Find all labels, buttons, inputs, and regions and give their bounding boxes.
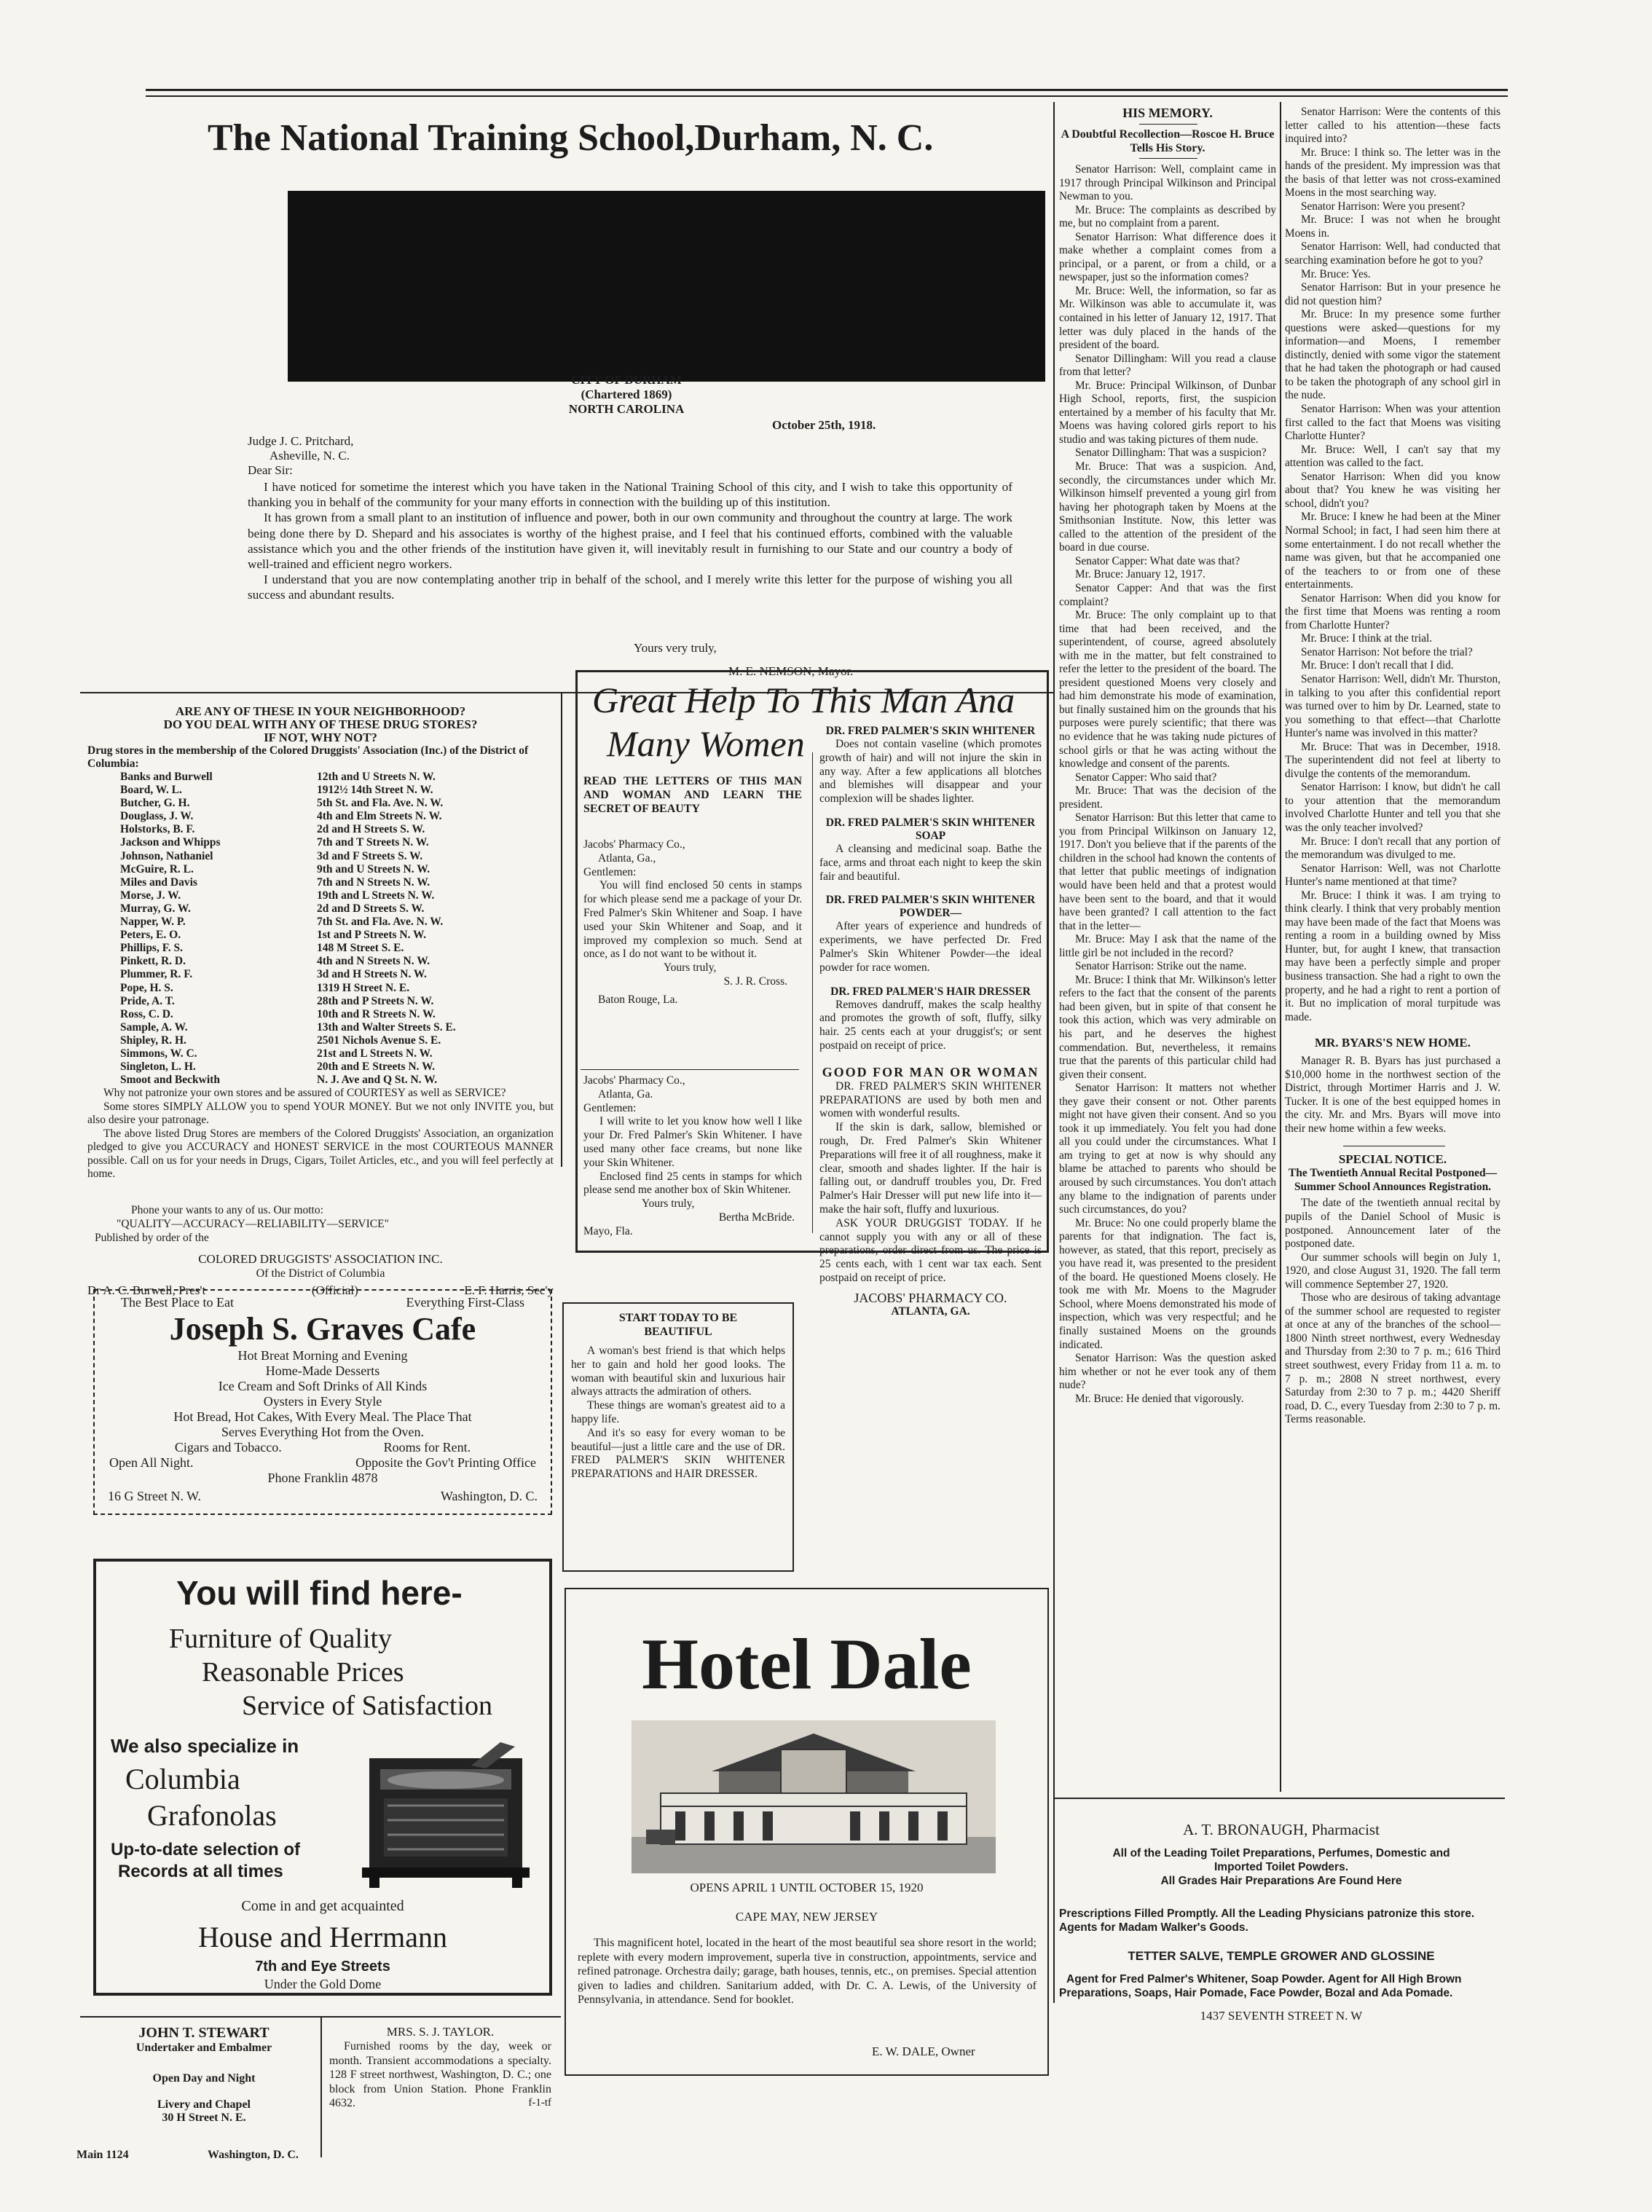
- drug-store-row: [120, 968, 554, 981]
- bronaugh-line: All Grades Hair Preparations Are Found Here: [1160, 1875, 1402, 1887]
- stewart-city: Washington, D. C.: [208, 2149, 299, 2161]
- stewart-title: Undertaker and Embalmer: [135, 2042, 272, 2054]
- drug-store-address: 19th and L Streets N. W.: [317, 889, 435, 902]
- article-column-2: [1285, 106, 1500, 1024]
- drug-store-row: [120, 823, 554, 836]
- palmer-company: JACOBS' PHARMACY CO.: [854, 1290, 1007, 1305]
- start-paragraph: And it's so easy for every woman to be beautiful—just a little care and the use of DR. FRED PALMER'S SKIN WHITENER PREPARATIONS and HAIR DRESSER.: [571, 1426, 785, 1481]
- drug-store-address: 12th and U Streets N. W.: [317, 771, 436, 783]
- graves-line: Cigars and Tobacco.: [174, 1440, 282, 1455]
- hotel-opens: OPENS APRIL 1 UNTIL OCTOBER 15, 1920: [690, 1881, 924, 1894]
- product-heading: GOOD FOR MAN OR WOMAN: [822, 1064, 1039, 1079]
- title-rule: [1139, 158, 1197, 159]
- drug-store-address: 2d and H Streets S. W.: [317, 823, 425, 836]
- testimony-paragraph: Senator Harrison: Not before the trial?: [1301, 645, 1473, 658]
- drug-store-row: [120, 810, 554, 823]
- drug-store-row: [120, 1008, 554, 1021]
- addressee-line: Judge J. C. Pritchard,: [248, 434, 354, 448]
- letter-body: [248, 479, 1012, 603]
- his-memory-article: [1059, 106, 1276, 1406]
- drug-store-name: Simmons, W. C.: [120, 1047, 197, 1060]
- drug-store-row: [120, 771, 554, 784]
- testimony-paragraph: Senator Harrison: Were you present?: [1301, 200, 1466, 213]
- column-divider: [320, 2018, 322, 2157]
- testimony-paragraph: Mr. Bruce: I knew he had been at the Miner Normal School; in fact, I had seen him there at some entertainment. I do not recall whether the name was given, but that he accompanied one of the teachers to or from one of these entertainments.: [1285, 511, 1500, 591]
- testimony-paragraph: Mr. Bruce: I don't recall that any portion of the memorandum was divulged to me.: [1285, 835, 1500, 862]
- drug-paragraph: The above listed Drug Stores are members of the Colored Druggists' Association, an organization pledged to give you ACCURACY and HONEST SERVICE in the most COURTEOUS MANNER possible. Call on us for your needs in Drugs, Cigars, Toilet Articles, etc., and you will feel perfectly at home.: [87, 1127, 554, 1181]
- drug-store-address: 20th and E Streets N. W.: [317, 1060, 436, 1074]
- byars-title: MR. BYARS'S NEW HOME.: [1315, 1036, 1471, 1050]
- drug-paragraph: Why not patronize your own stores and be assured of COURTESY as well as SERVICE?: [103, 1087, 506, 1100]
- drug-store-row: [120, 995, 554, 1008]
- herrmann-grafonolas: Grafonolas: [147, 1799, 277, 1832]
- graves-tagline: The Best Place to Eat: [121, 1295, 234, 1310]
- drug-store-name: Pope, H. S.: [120, 981, 173, 994]
- stewart-livery: Livery and Chapel: [157, 2098, 251, 2111]
- testimony-paragraph: Mr. Bruce: I think so. The letter was in the hands of the president. My impression was that the basis of that letter was not cross-examined Moens in the most searching way.: [1285, 146, 1500, 200]
- graves-city: Washington, D. C.: [440, 1489, 538, 1503]
- bronaugh-line: Prescriptions Filled Promptly. All the Leading Physicians patronize this store. Agents for Madam Walker's Goods.: [1059, 1908, 1475, 1934]
- palmer-read: READ THE LETTERS OF THIS MAN AND WOMAN AND LEARN THE SECRET OF BEAUTY: [583, 775, 802, 815]
- byars-text: Manager R. B. Byars has just purchased a $10,000 home in the northwest section of the District, through Mortimer Harris and J. W. Tucker. It is one of the best equipped homes in the city. Mr. and Mrs. Byars will move into their new home within a few weeks.: [1285, 1055, 1500, 1135]
- drug-phone: Phone your wants to any of us. Our motto:: [131, 1203, 323, 1216]
- drug-store-name: Ross, C. D.: [120, 1007, 173, 1020]
- herrmann-street: 7th and Eye Streets: [255, 1959, 390, 1975]
- masthead-photo-block: [288, 191, 1045, 382]
- herrmann-line: Furniture of Quality: [169, 1623, 393, 1654]
- drug-store-address: 21st and L Streets N. W.: [317, 1047, 433, 1060]
- testimony-paragraph: Senator Dillingham: Will you read a clause from that letter?: [1059, 352, 1276, 379]
- salutation: Dear Sir:: [248, 463, 293, 477]
- letterhead: [466, 373, 787, 417]
- drug-store-row: [120, 1047, 554, 1060]
- drug-store-row: [120, 1021, 554, 1034]
- palmer-title: Great Help To This Man Ana: [592, 680, 1015, 720]
- drug-heading: DO YOU DEAL WITH ANY OF THESE DRUG STORES?: [163, 717, 478, 731]
- palmer-city: ATLANTA, GA.: [891, 1304, 970, 1318]
- testimony-paragraph: Mr. Bruce: May I ask that the name of the little girl be not included in the record?: [1059, 933, 1276, 959]
- graves-address: 16 G Street N. W.: [108, 1489, 201, 1503]
- palmer-letter-2: [583, 1074, 802, 1239]
- drug-store-address: 28th and P Streets N. W.: [317, 994, 434, 1007]
- testimony-paragraph: Mr. Bruce: That was in December, 1918. The superintendent did not feel at liberty to divulge the contents of the memorandum.: [1285, 740, 1500, 780]
- graves-line: Ice Cream and Soft Drinks of All Kinds: [218, 1379, 428, 1393]
- drug-store-name: Sample, A. W.: [120, 1020, 188, 1034]
- drug-store-address: 4th and N Streets N. W.: [317, 955, 430, 968]
- letter-paragraph: I have noticed for sometime the interest which you have taken in the National Training School of this city, and I wish to take this opportunity of thanking you in behalf of the community for your many efforts in connection with the building up of this institution.: [248, 480, 1012, 510]
- letter-line: Jacobs' Pharmacy Co.,: [583, 838, 685, 851]
- drug-text: [87, 1087, 554, 1181]
- drug-of-dc: Of the District of Columbia: [256, 1267, 385, 1280]
- letter-address: [248, 434, 539, 478]
- graves-top: [95, 1291, 551, 1310]
- testimony-paragraph: Senator Capper: And that was the first complaint?: [1059, 581, 1276, 608]
- product-heading: DR. FRED PALMER'S SKIN WHITENER SOAP: [825, 816, 1036, 842]
- notice-text: [1285, 1197, 1500, 1426]
- drug-store-row: [120, 863, 554, 876]
- testimony-paragraph: Senator Capper: Who said that?: [1075, 771, 1217, 784]
- graves-line: Serves Everything Hot from the Oven.: [221, 1425, 424, 1439]
- drug-store-name: Singleton, L. H.: [120, 1060, 196, 1074]
- grafonola-illustration: [355, 1736, 537, 1889]
- drug-store-name: Murray, G. W.: [120, 902, 191, 915]
- letter-signature: M. E. NEMSON, Mayor.: [728, 664, 854, 678]
- article-title: HIS MEMORY.: [1122, 106, 1213, 120]
- herrmann-line: Reasonable Prices: [202, 1657, 404, 1688]
- addressee-line: Asheville, N. C.: [270, 449, 350, 463]
- graves-line: Oysters in Every Style: [263, 1394, 382, 1409]
- testimony-paragraph: Senator Harrison: What difference does it make whether a complaint comes from a principal, or a parent, or from a child, or a newspaper, just so the information comes?: [1059, 230, 1276, 284]
- herrmann-invite: Come in and get acquainted: [241, 1898, 404, 1914]
- graves-line: Opposite the Gov't Printing Office: [355, 1455, 536, 1470]
- testimony-paragraph: Mr. Bruce: The complaints as described by me, but no complaint from a parent.: [1059, 203, 1276, 230]
- graves-line: Rooms for Rent.: [383, 1440, 471, 1455]
- drug-store-name: Banks and Burwell: [120, 771, 213, 783]
- article-subtitle: A Doubtful Recollection—Roscoe H. Bruce Tells His Story.: [1061, 128, 1275, 154]
- drug-store-address: 2d and D Streets S. W.: [317, 902, 425, 915]
- letter-line: S. J. R. Cross.: [723, 975, 787, 988]
- drug-store-name: Peters, E. O.: [120, 929, 181, 942]
- palmer-rule: [581, 1069, 799, 1070]
- drug-store-name: Shipley, R. H.: [120, 1034, 186, 1047]
- drug-store-address: 5th St. and Fla. Ave. N. W.: [317, 797, 444, 810]
- herrmann-dome: Under the Gold Dome: [264, 1977, 382, 1991]
- start-paragraph: A woman's best friend is that which helps her to gain and hold her good looks. The woman with beautiful skin and luxurious hair always attracts the admiration of others.: [571, 1345, 785, 1398]
- start-heading: START TODAY TO BE BEAUTIFUL: [618, 1312, 738, 1338]
- drug-store-address: 1st and P Streets N. W.: [317, 929, 426, 942]
- graves-line: Hot Breat Morning and Evening: [237, 1348, 408, 1363]
- column-divider: [1053, 102, 1055, 2003]
- masthead-title: The National Training School,Durham, N. C.: [208, 117, 934, 159]
- graves-name: Joseph S. Graves Cafe: [169, 1311, 476, 1347]
- drug-store-row: [120, 1060, 554, 1074]
- drug-store-name: Jackson and Whipps: [120, 836, 221, 849]
- drug-store-name: Morse, J. W.: [120, 889, 181, 902]
- testimony-paragraph: Senator Harrison: Strike out the name.: [1075, 960, 1247, 973]
- testimony-paragraph: Mr. Bruce: I think that Mr. Wilkinson's letter refers to the fact that the consent of the parents had been given, but in spite of that consent he took this action, which was very admirable on his part, and he deserves the highest commendation. But, nevertheless, it remains true that the parents of this particular child had given their consent.: [1059, 973, 1276, 1081]
- drug-store-address: 4th and Elm Streets N. W.: [317, 810, 442, 823]
- hotel-owner: E. W. DALE, Owner: [872, 2044, 975, 2058]
- drug-store-address: 7th and N Streets N. W.: [317, 875, 430, 889]
- drug-motto: "QUALITY—ACCURACY—RELIABILITY—SERVICE": [117, 1217, 389, 1230]
- product-text: If the skin is dark, sallow, blemished or rough, Dr. Fred Palmer's Skin Whitener Preparations will free it of all roughness, make it clear, smooth and shades lighter. If the hair is falling out, or dandruff troubles you, Dr. Fred Palmer's Hair Dresser will put new life into it—make the hair soft, fluffy and luxurious.: [819, 1121, 1042, 1216]
- drug-store-row: [120, 836, 554, 849]
- top-rule: [146, 89, 1508, 91]
- drug-store-row: [120, 784, 554, 797]
- herrmann-records-line: Up-to-date selection of: [111, 1840, 301, 1859]
- column-divider: [1280, 102, 1281, 1792]
- stewart-phone: Main 1124: [76, 2149, 129, 2161]
- testimony-paragraph: Mr. Bruce: No one could properly blame the parents for that indignation. The fact is, however, as stated, that this report, precisely as you have read it, was presented to the president of the board. He questioned Moens closely. He took me with Mr. Moens to the Magruder School, where Moens demonstrated his mode of inspection, which was very respectful; and he finally sustained Moens on the grounds indicated.: [1059, 1216, 1276, 1351]
- product-heading: DR. FRED PALMER'S SKIN WHITENER: [825, 725, 1036, 737]
- letter-line: Baton Rouge, La.: [598, 993, 678, 1006]
- herrmann-specialize: We also specialize in: [111, 1735, 299, 1757]
- stewart-ad: [95, 2025, 313, 2125]
- drug-store-row: [120, 902, 554, 916]
- graves-row: [95, 1455, 551, 1471]
- letter-line: Yours truly,: [664, 961, 717, 975]
- product-text: Does not contain vaseline (which promotes growth of hair) and will not injure the skin in any way. After a few applications all blotches and blemishes will disappear and your complexion will be shades lighter.: [819, 738, 1042, 806]
- drug-store-address: 3d and F Streets S. W.: [317, 849, 423, 862]
- top-rule-thin: [146, 95, 1508, 97]
- drug-paragraph: Some stores SIMPLY ALLOW you to spend YOUR MONEY. But we not only INVITE you, but also desire your patronage.: [87, 1100, 554, 1127]
- letter-line: Jacobs' Pharmacy Co.,: [583, 1074, 685, 1087]
- column-divider: [561, 693, 562, 1167]
- graves-line: Hot Bread, Hot Cakes, With Every Meal. The Place That: [173, 1409, 472, 1424]
- drug-store-name: Plummer, R. F.: [120, 968, 193, 981]
- herrmann-ad: [93, 1559, 552, 1996]
- testimony-paragraph: Mr. Bruce: That was the decision of the president.: [1059, 784, 1276, 811]
- drug-store-row: [120, 1034, 554, 1047]
- drug-store-row: [120, 955, 554, 968]
- drug-association: COLORED DRUGGISTS' ASSOCIATION INC.: [198, 1251, 443, 1266]
- bronaugh-address: 1437 SEVENTH STREET N. W: [1200, 2009, 1363, 2023]
- bronaugh-line: All of the Leading Toilet Preparations, Perfumes, Domestic and Imported Toilet Powders.: [1112, 1847, 1450, 1873]
- section-rule: [1053, 1798, 1505, 1799]
- testimony-paragraph: Senator Capper: What date was that?: [1075, 554, 1240, 567]
- letter-line: Gentlemen:: [583, 865, 637, 878]
- drug-store-name: Douglass, J. W.: [120, 810, 194, 823]
- article-column-1: [1059, 163, 1276, 1406]
- graves-cafe-ad: [93, 1289, 552, 1515]
- drug-store-row: [120, 1074, 554, 1087]
- hotel-dale-ad: [565, 1588, 1049, 2076]
- stewart-name: JOHN T. STEWART: [138, 2025, 270, 2041]
- drug-store-name: Pinkett, R. D.: [120, 955, 186, 968]
- stewart-open: Open Day and Night: [152, 2072, 256, 2085]
- drug-heading: IF NOT, WHY NOT?: [264, 731, 377, 744]
- drug-intro: Drug stores in the membership of the Colored Druggists' Association (Inc.) of the District of Columbia:: [87, 744, 529, 770]
- drug-list: [87, 771, 554, 1087]
- testimony-paragraph: Senator Harrison: Well, complaint came in 1917 through Principal Wilkinson and Principal Newman to you.: [1059, 163, 1276, 203]
- hotel-place: CAPE MAY, NEW JERSEY: [735, 1910, 878, 1924]
- drug-store-name: Holstorks, B. F.: [120, 823, 195, 836]
- product-heading: DR. FRED PALMER'S SKIN WHITENER POWDER—: [825, 894, 1036, 920]
- drug-store-row: [120, 929, 554, 942]
- drug-store-name: Smoot and Beckwith: [120, 1074, 220, 1087]
- drug-store-row: [120, 797, 554, 810]
- herrmann-headline: You will find here-: [176, 1574, 463, 1612]
- drug-store-address: 10th and R Streets N. W.: [317, 1007, 436, 1020]
- product-text: DR. FRED PALMER'S SKIN WHITENER PREPARATIONS are used by both men and women with wonderful results.: [819, 1079, 1042, 1120]
- testimony-paragraph: Mr. Bruce: I was not when he brought Moens in.: [1285, 213, 1500, 240]
- testimony-paragraph: Mr. Bruce: I don't recall that I did.: [1301, 659, 1454, 672]
- herrmann-name: House and Herrmann: [197, 1921, 448, 1953]
- testimony-paragraph: Mr. Bruce: Well, I can't say that my attention was called to the fact.: [1285, 443, 1500, 470]
- drug-president: Dr A. C. Burwell, Pres't: [87, 1283, 206, 1297]
- testimony-paragraph: Senator Harrison: But in your presence he did not question him?: [1285, 281, 1500, 307]
- testimony-paragraph: Mr. Bruce: January 12, 1917.: [1075, 568, 1205, 581]
- letterhead-city: CITY OF DURHAM: [571, 373, 682, 387]
- herrmann-records-line: Records at all times: [118, 1862, 283, 1881]
- letter-paragraph: Enclosed find 25 cents in stamps for which please send me another box of Skin Whitener.: [583, 1170, 802, 1197]
- drug-store-name: Phillips, F. S.: [120, 942, 184, 955]
- letterhead-state: NORTH CAROLINA: [568, 402, 685, 416]
- testimony-paragraph: Senator Harrison: Well, had conducted that searching examination before he got to you?: [1285, 240, 1500, 267]
- graves-address-row: [95, 1486, 551, 1504]
- drug-store-address: 2501 Nichols Avenue S. E.: [317, 1034, 441, 1047]
- letter-line: Bertha McBride.: [718, 1211, 795, 1224]
- testimony-paragraph: Mr. Bruce: Well, the information, so far as Mr. Wilkinson was able to accumulate it, was contained in his letter of January 12, 1917. That letter was duly placed in the hands of the president of the board.: [1059, 284, 1276, 352]
- drug-official: (Official): [311, 1283, 358, 1297]
- drug-store-name: Pride, A. T.: [120, 994, 175, 1007]
- start-today-box: [562, 1302, 794, 1572]
- drug-store-address: 3d and H Streets N. W.: [317, 968, 427, 981]
- palmer-divider: [812, 752, 813, 1233]
- testimony-paragraph: Senator Harrison: Was the question asked him whether or not he ever took any of them nude?: [1059, 1352, 1276, 1392]
- graves-line: Home-Made Desserts: [265, 1363, 380, 1378]
- testimony-paragraph: Mr. Bruce: He denied that vigorously.: [1075, 1392, 1244, 1405]
- hotel-photo: [632, 1720, 996, 1873]
- bronaugh-ad: [1059, 1821, 1503, 2023]
- drug-store-name: Butcher, G. H.: [120, 797, 190, 810]
- testimony-paragraph: Senator Harrison: Well, didn't Mr. Thurston, in talking to you after this confidential report was turned over to him by Dr. Learned, state to you something to that effect—that Charlotte Hunter's name was involved in this matter?: [1285, 672, 1500, 740]
- testimony-paragraph: Mr. Bruce: I think at the trial.: [1301, 632, 1433, 645]
- testimony-paragraph: Senator Harrison: Well, was not Charlotte Hunter's name mentioned at that time?: [1285, 862, 1500, 889]
- graves-line: Open All Night.: [109, 1455, 194, 1470]
- product-heading: DR. FRED PALMER'S HAIR DRESSER: [830, 985, 1031, 998]
- graves-phone: Phone Franklin 4878: [267, 1471, 378, 1485]
- palmer-letter-1: [583, 838, 802, 1007]
- letter-paragraph: I understand that you are now contemplating another trip in behalf of the school, and I merely write this letter for the purpose of wishing you all success and abundant results.: [248, 572, 1012, 602]
- letter-closing: Yours very truly,: [634, 641, 717, 655]
- graves-lines: [95, 1348, 551, 1486]
- drug-stores-ad: [87, 705, 554, 1298]
- product-text: A cleansing and medicinal soap. Bathe the face, arms and throat each night to keep the skin fair and beautiful.: [819, 842, 1042, 883]
- hotel-description: This magnificent hotel, located in the heart of the most beautiful sea shore resort in the world; replete with every modern improvement, superla tive in construction, appointments, service and refined patronage. Orchestra daily; garage, bath houses, tennis, etc., on premises. Special attention given to ladies and children. Sanitarium added, with Dr. C. A. Lewis, of the University of Pennsylvania, in attendance. Send for booklet.: [578, 1937, 1037, 2006]
- drug-store-row: [120, 889, 554, 902]
- title-rule: [1139, 124, 1197, 125]
- drug-store-address: 7th St. and Fla. Ave. N. W.: [317, 916, 444, 929]
- drug-store-row: [120, 876, 554, 889]
- palmer-products: [819, 725, 1042, 1318]
- letterhead-chartered: (Chartered 1869): [581, 387, 672, 401]
- drug-store-name: Johnson, Nathaniel: [120, 849, 213, 862]
- drug-store-name: Miles and Davis: [120, 875, 197, 889]
- drug-store-address: 13th and Walter Streets S. E.: [317, 1020, 456, 1034]
- testimony-paragraph: Mr. Bruce: That was a suspicion. And, secondly, the circumstances under which Mr. Wilkinson himself prevented a young girl from having her photograph taken by Moens at the Smithsonian Institute. Now, this letter was called to the attention of the president of the board in due course.: [1059, 460, 1276, 554]
- notice-paragraph: Our summer schools will begin on July 1, 1920, and close August 31, 1920. The fall term will commence September 27, 1920.: [1285, 1251, 1500, 1291]
- notice-paragraph: Those who are desirous of taking advantage of the summer school are requested to register at once at any of the branches of the school—1800 Ninth street northwest, every Wednesday and Thursday from 2:30 to 7 p. m.; 616 Third street southwest, every Friday from 11 a. m. to 7 p. m.; 2808 N street northwest, every Saturday from 2:30 to 7 p. m.; 4420 Sheriff road, D. C., every Tuesday from 2:30 to 7 p. m. Terms reasonable.: [1285, 1291, 1500, 1426]
- product-text: After years of experience and hundreds of experiments, we have perfected Dr. Fred Palmer's Skin Whitener Powder—the ideal powder for race women.: [819, 920, 1042, 974]
- letter-paragraph: You will find enclosed 50 cents in stamps for which please send me a package of your Dr. Fred Palmer's Skin Whitener and Soap. I have used your Skin Whitener and Soap, and it improved my complexion so much. Send at once, as I do not want to be without it.: [583, 879, 802, 961]
- testimony-paragraph: Mr. Bruce: Principal Wilkinson, of Dunbar High School, reports, first, the suspicion entertained by a member of his faculty that Mr. Moens was having colored girls report to his studio and was taking pictures of them nude.: [1059, 379, 1276, 446]
- drug-store-row: [120, 982, 554, 995]
- taylor-name: MRS. S. J. TAYLOR.: [386, 2025, 495, 2039]
- drug-store-name: Napper, W. P.: [120, 916, 186, 929]
- taylor-text: Furnished rooms by the day, week or month. Transient accommodations a specialty. 128 F street northwest, Washington, D. C.; one block from Union Station. Phone Franklin 4632.: [329, 2040, 551, 2109]
- taylor-ad: [329, 2025, 551, 2109]
- testimony-paragraph: Mr. Bruce: I think it was. I am trying to think clearly. I think that very probably mention may have been made of the fact that Moens was renting a room in a building owned by Miss Hunter, but, for aught I knew, that transaction may have been a perfectly simple and proper business transaction. She had a right to own the property, and he had a right to rent a portion of it. But no implication of moral turpitude was made.: [1285, 889, 1500, 1023]
- letter-line: Atlanta, Ga.: [598, 1087, 653, 1101]
- drug-store-address: 7th and T Streets N. W.: [317, 836, 429, 849]
- his-memory-article-cont: [1285, 106, 1500, 1427]
- letter-paragraph: It has grown from a small plant to an institution of influence and power, both in our own community and throughout the country at large. The work being done there by D. Shepard and his associates is worthy of the highest praise, and I feel that his continued efforts, combined with the valuable assistance which you and the other friends of the institution have given it, will inevitably result in furnishing to our State and our country a body of well-trained and efficient negro workers.: [248, 511, 1012, 572]
- drug-published: Published by order of the: [95, 1231, 209, 1244]
- palmer-title: Many Women: [607, 723, 805, 764]
- letter-line: Yours truly,: [642, 1197, 695, 1211]
- product-text: Removes dandruff, makes the scalp healthy and promotes the growth of soft, fluffy, silky hair. 25 cents each at your druggist's; or sent postpaid on receipt of price.: [819, 998, 1042, 1052]
- hotel-name: Hotel Dale: [642, 1623, 972, 1704]
- testimony-paragraph: Senator Harrison: I know, but didn't he call to your attention that the memorandum involved Charlotte Hunter and tell you that she was the only teacher involved?: [1285, 781, 1500, 834]
- drug-store-address: 148 M Street S. E.: [317, 942, 404, 955]
- letter-date: October 25th, 1918.: [772, 418, 876, 432]
- testimony-paragraph: Senator Harrison: When did you know for the first time that Moens was renting a room from Charlotte Hunter?: [1285, 591, 1500, 631]
- product-text: ASK YOUR DRUGGIST TODAY. If he cannot supply you with any or all of these preparations, order direct from us. The price is 25 cents each, with 1 cent war tax each. Sent postpaid on receipt of price.: [819, 1216, 1042, 1284]
- herrmann-line: Service of Satisfaction: [242, 1691, 493, 1721]
- testimony-paragraph: Mr. Bruce: The only complaint up to that time that had been received, and the superintendent, of course, agreed absolutely with me in the matter, but felt constrained to refer the letter to the president of the board. The president questioned Moens very closely and had him demonstrate his mode of examination, but finally sustained him on the grounds that his purposes were purely scientific; that there was no evidence that he was taking nude pictures of school girls or that he was acting without the knowledge and consent of the parents.: [1059, 609, 1276, 771]
- bronaugh-line: TETTER SALVE, TEMPLE GROWER AND GLOSSINE: [1128, 1949, 1435, 1963]
- drug-store-row: [120, 916, 554, 929]
- notice-paragraph: The date of the twentieth annual recital by pupils of the Daniel School of Music is postponed. Announcement later of the postponed date.: [1285, 1197, 1500, 1251]
- testimony-paragraph: Senator Harrison: When did you know about that? You knew he was visiting her school, didn't you?: [1285, 470, 1500, 510]
- testimony-paragraph: Senator Harrison: Were the contents of this letter called to his attention—these facts inquired into?: [1285, 106, 1500, 146]
- letter-line: Atlanta, Ga.,: [598, 851, 656, 865]
- drug-heading: ARE ANY OF THESE IN YOUR NEIGHBORHOOD?: [175, 704, 466, 718]
- drug-secretary: E. F. Harris, Sec'y: [464, 1283, 554, 1297]
- testimony-paragraph: Mr. Bruce: In my presence some further questions were asked—questions for my information—and Moens, I remember distinctly, denied with some vigor the statement that he had taken the photograph or had caused to be taken the photograph of any school girl in the nude.: [1285, 308, 1500, 402]
- testimony-paragraph: Senator Harrison: When was your attention first called to the fact that Moens was visiting Charlotte Hunter?: [1285, 403, 1500, 443]
- drug-store-address: 1912½ 14th Street N. W.: [317, 784, 433, 797]
- palmer-ad: [575, 670, 1049, 1318]
- notice-title: SPECIAL NOTICE.: [1338, 1152, 1447, 1167]
- drug-store-row: [120, 850, 554, 863]
- stewart-address: 30 H Street N. E.: [162, 2111, 246, 2124]
- start-text: [564, 1345, 792, 1481]
- drug-store-address: 1319 H Street N. E.: [317, 981, 410, 994]
- testimony-paragraph: Senator Harrison: But this letter that came to you from Principal Wilkinson on January 12, 1917. Don't you believe that if the parents of the children in the school had known the contents of that letter that public meetings of indignation would have been held and that a protest would have been sent to the board, and that it would have been granted? I call attention to the fact that in the letter—: [1059, 811, 1276, 932]
- herrmann-columbia: Columbia: [125, 1763, 240, 1795]
- bronaugh-name: A. T. BRONAUGH, Pharmacist: [1183, 1821, 1380, 1838]
- drug-store-name: McGuire, R. L.: [120, 862, 194, 875]
- start-paragraph: These things are woman's greatest aid to a happy life.: [571, 1399, 785, 1425]
- taylor-code: f-1-tf: [528, 2096, 551, 2109]
- letter-line: Mayo, Fla.: [583, 1224, 633, 1237]
- testimony-paragraph: Mr. Bruce: Yes.: [1301, 267, 1371, 280]
- letter-paragraph: I will write to let you know how well I like your Dr. Fred Palmer's Skin Whitener. I have used many other face creams, but none like your Skin Whitener.: [583, 1115, 802, 1169]
- drug-store-address: N. J. Ave and Q St. N. W.: [317, 1074, 438, 1087]
- graves-row: [95, 1440, 551, 1455]
- notice-subtitle: The Twentieth Annual Recital Postponed—Summer School Announces Registration.: [1288, 1167, 1498, 1193]
- graves-tagline: Everything First-Class: [406, 1295, 524, 1310]
- testimony-paragraph: Senator Dillingham: That was a suspicion?: [1075, 446, 1267, 460]
- drug-store-name: Board, W. L.: [120, 784, 182, 797]
- drug-store-row: [120, 942, 554, 955]
- testimony-paragraph: Senator Harrison: It matters not whether they gave their consent or not. Other parents might not have given their consent. And so you took it up immediately. You felt you had done all you could under the circumstances. What I am trying to get at now is why should any blame be attached to parents who should be aroused by such circumstances. You don't attach any blame to the indignation of parents under such circumstances, do you?: [1059, 1082, 1276, 1216]
- letter-line: Gentlemen:: [583, 1101, 637, 1114]
- bronaugh-line: Agent for Fred Palmer's Whitener, Soap Powder. Agent for All High Brown Preparations, Soaps, Hair Pomade, Face Powder, Bozal and Ada Pomade.: [1059, 1973, 1462, 1999]
- drug-store-address: 9th and U Streets N. W.: [317, 862, 430, 875]
